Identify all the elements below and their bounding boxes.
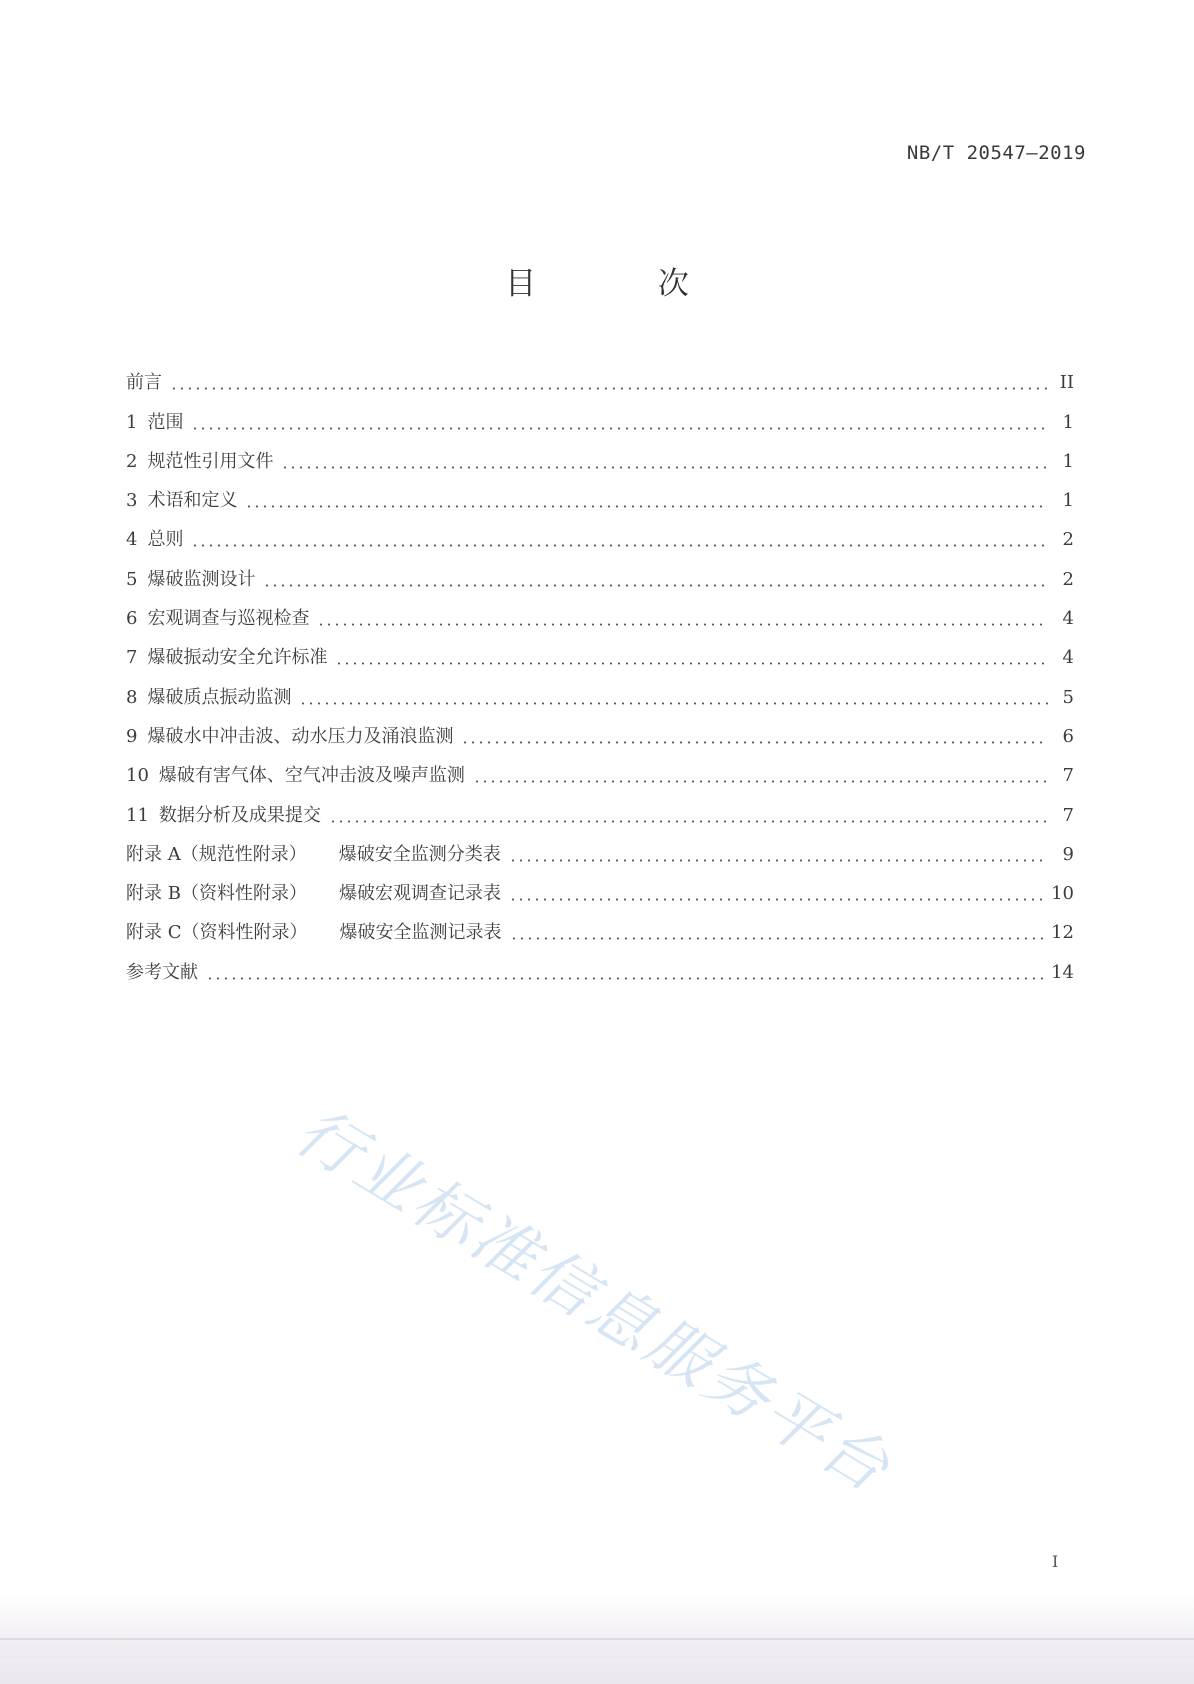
toc-leader-dots (329, 820, 1048, 823)
toc-entry[interactable] (126, 828, 1074, 867)
toc-entry-label (126, 568, 255, 592)
toc-leader-dots (335, 662, 1048, 665)
toc-entry[interactable] (126, 395, 1074, 434)
toc-entry-page: 4 (1062, 647, 1074, 669)
toc-entry-page: 1 (1062, 490, 1074, 512)
toc-entry-label (126, 882, 501, 906)
toc-leader-dots (245, 505, 1048, 508)
toc-entry-subtitle: 爆破安全监测分类表 (338, 843, 501, 865)
standard-code: NB/T 20547—2019 (906, 142, 1086, 164)
toc-entry-number: 8 (126, 686, 138, 708)
toc-entry-text: 附录 A（规范性附录） (126, 843, 307, 865)
toc-entry[interactable] (126, 867, 1074, 906)
toc-entry-page: 6 (1062, 725, 1074, 747)
toc-entry-text: 范围 (147, 411, 184, 433)
toc-entry-page: 7 (1062, 765, 1074, 787)
toc-entry-number: 4 (126, 529, 138, 551)
toc-entry-page: 1 (1062, 450, 1074, 472)
toc-leader-dots (191, 427, 1048, 430)
toc-entry[interactable] (126, 474, 1074, 513)
toc-entry-number: 7 (126, 647, 138, 669)
toc-entry-label (126, 371, 162, 395)
toc-leader-dots (299, 702, 1048, 705)
toc-entry-label (126, 764, 465, 788)
toc-entry-page: 7 (1062, 804, 1074, 826)
toc-entry-text: 爆破有害气体、空气冲击波及噪声监测 (158, 765, 465, 787)
toc-entry[interactable] (126, 631, 1074, 670)
toc-entry-number: 6 (126, 608, 138, 630)
toc-leader-dots (206, 977, 1043, 980)
toc-entry-page: 2 (1062, 568, 1074, 590)
toc-entry-label (126, 450, 273, 474)
toc-title: 目 次 (505, 266, 745, 302)
toc-leader-dots (473, 780, 1048, 783)
toc-entry-label (126, 646, 327, 670)
scan-stripe (0, 1656, 1194, 1658)
toc-entry-label (126, 804, 321, 828)
toc-entry-text: 术语和定义 (147, 490, 238, 512)
toc-entry[interactable] (126, 945, 1074, 984)
table-of-contents (126, 356, 1074, 985)
toc-entry[interactable] (126, 670, 1074, 709)
toc-entry-page: 4 (1062, 608, 1074, 630)
toc-leader-dots (263, 584, 1048, 587)
toc-entry-label (126, 489, 237, 513)
toc-entry-number: 5 (126, 568, 138, 590)
toc-entry-page: 9 (1062, 843, 1074, 865)
toc-entry-page: 10 (1051, 883, 1074, 905)
toc-entry-number: 1 (126, 411, 138, 433)
scan-stripe (0, 1638, 1194, 1640)
toc-entry[interactable] (126, 435, 1074, 474)
toc-entry[interactable] (126, 906, 1074, 945)
toc-entry-text: 爆破振动安全允许标准 (147, 647, 328, 669)
toc-entry-number: 10 (126, 765, 149, 787)
toc-entry-label (126, 686, 291, 710)
toc-leader-dots (317, 623, 1048, 626)
toc-entry[interactable] (126, 749, 1074, 788)
toc-entry-subtitle: 爆破安全监测记录表 (339, 922, 502, 944)
toc-entry-page: 12 (1051, 922, 1074, 944)
toc-entry-label (126, 411, 183, 435)
toc-entry-number: 3 (126, 490, 138, 512)
toc-entry-text: 前言 (126, 372, 162, 394)
toc-leader-dots (461, 741, 1048, 744)
toc-entry-label (126, 843, 501, 867)
toc-entry-page: 2 (1062, 529, 1074, 551)
toc-entry[interactable] (126, 552, 1074, 591)
toc-entry-text: 参考文献 (126, 961, 198, 983)
toc-entry-text: 规范性引用文件 (147, 450, 274, 472)
toc-entry-text: 数据分析及成果提交 (158, 804, 321, 826)
toc-leader-dots (170, 387, 1048, 390)
toc-entry[interactable] (126, 710, 1074, 749)
toc-entry-text: 总则 (147, 529, 184, 551)
toc-entry[interactable] (126, 592, 1074, 631)
toc-entry-page: II (1059, 372, 1074, 394)
toc-entry-label (126, 528, 183, 552)
toc-entry-label (126, 725, 453, 749)
page-number: I (1052, 1552, 1059, 1571)
toc-entry-text: 附录 C（资料性附录） (126, 922, 308, 944)
toc-entry-text: 爆破质点振动监测 (147, 686, 292, 708)
toc-entry-number: 2 (126, 450, 138, 472)
toc-leader-dots (510, 937, 1044, 940)
toc-leader-dots (509, 898, 1043, 901)
toc-entry-number: 9 (126, 725, 138, 747)
scan-edge (0, 1594, 1194, 1684)
toc-entry[interactable] (126, 788, 1074, 827)
toc-entry[interactable] (126, 513, 1074, 552)
toc-entry-text: 爆破水中冲击波、动水压力及涌浪监测 (147, 725, 454, 747)
toc-entry-subtitle: 爆破宏观调查记录表 (338, 883, 501, 905)
toc-entry-page: 1 (1062, 411, 1074, 433)
toc-entry-text: 附录 B（资料性附录） (126, 883, 307, 905)
toc-entry-label (126, 921, 502, 945)
toc-entry-label (126, 607, 309, 631)
toc-entry-label (126, 961, 198, 985)
toc-entry-number: 11 (126, 804, 149, 826)
toc-entry[interactable] (126, 356, 1074, 395)
toc-leader-dots (509, 859, 1048, 862)
toc-entry-page: 14 (1051, 961, 1074, 983)
toc-leader-dots (191, 544, 1048, 547)
toc-entry-text: 宏观调查与巡视检查 (147, 608, 310, 630)
toc-entry-text: 爆破监测设计 (147, 568, 256, 590)
toc-leader-dots (281, 466, 1048, 469)
toc-entry-page: 5 (1062, 686, 1074, 708)
watermark: 行业标准信息服务平台 (282, 1094, 904, 1509)
